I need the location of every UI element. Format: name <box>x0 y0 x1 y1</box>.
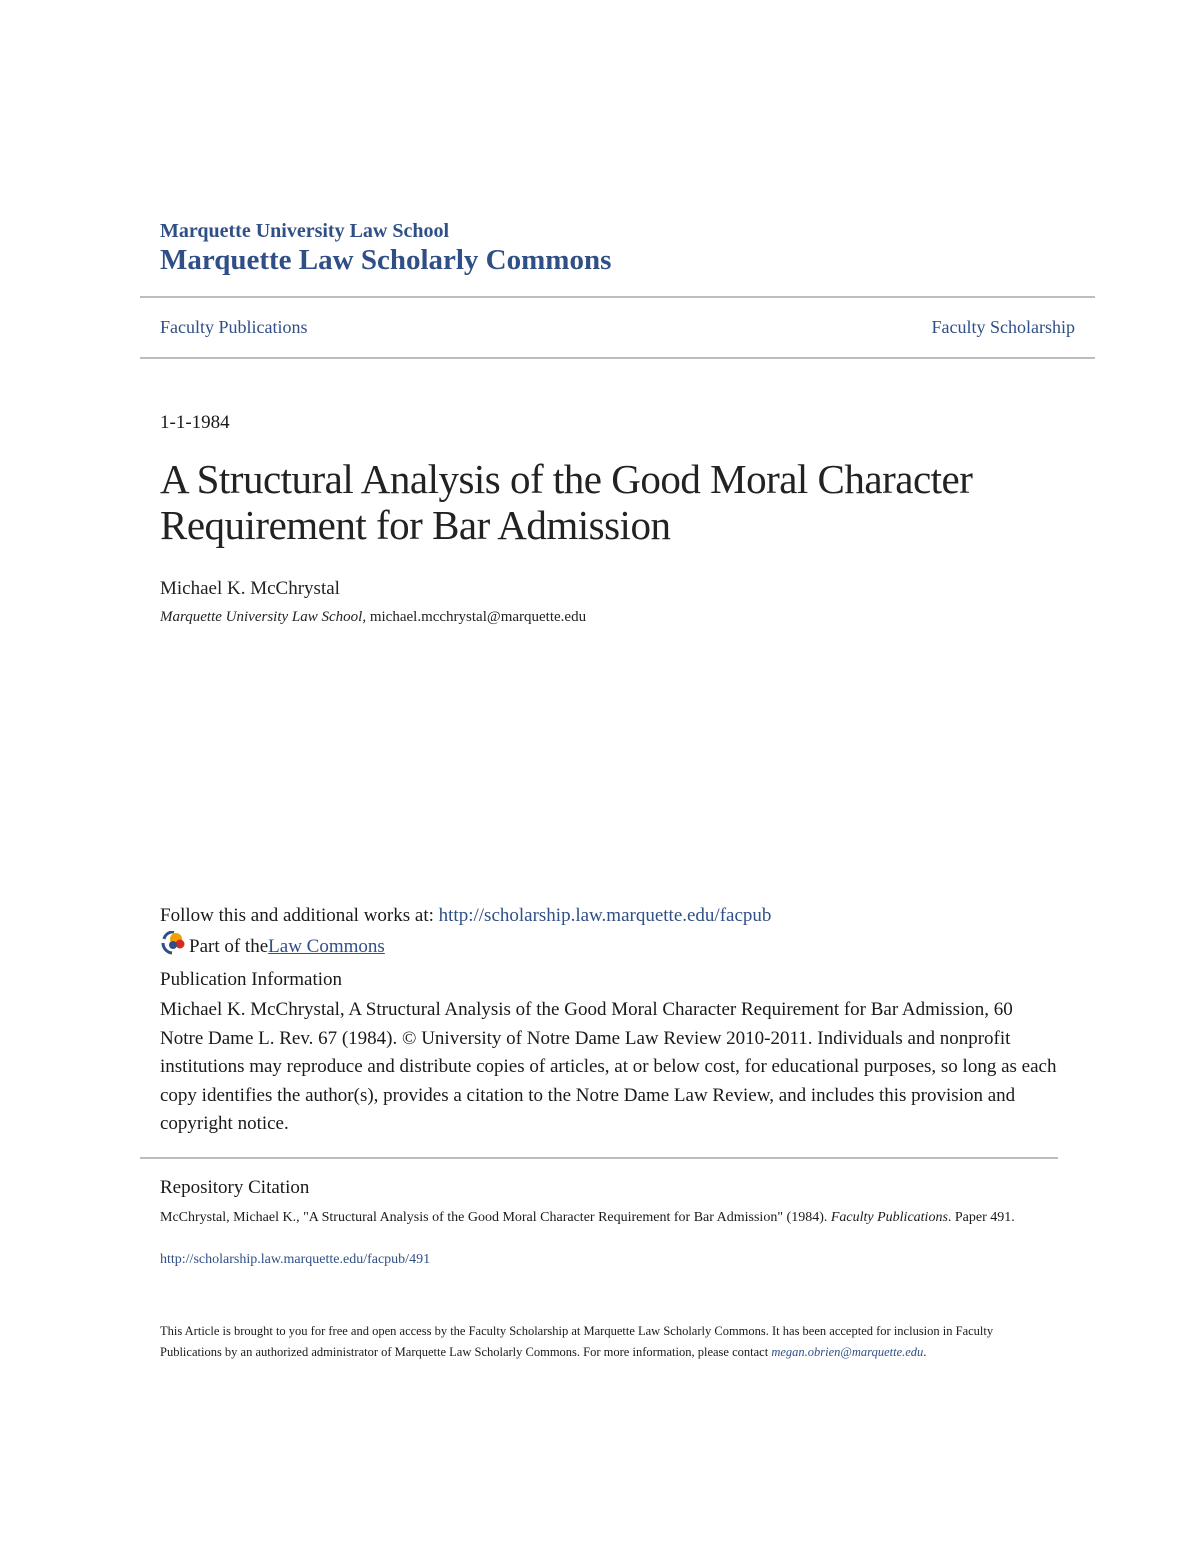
footer-notice <box>160 1321 1020 1363</box>
citation-main: McChrystal, Michael K., "A Structural Analysis of the Good Moral Character Requirement for Bar Admission" (1984). <box>160 1210 831 1225</box>
citation-paper: . Paper 491. <box>947 1210 1015 1225</box>
author-affiliation <box>160 609 586 626</box>
institution-link[interactable]: Marquette University Law School <box>160 220 450 242</box>
citation-divider <box>140 1157 1058 1159</box>
citation-series: Faculty Publications <box>830 1210 948 1225</box>
citation-url-link[interactable]: http://scholarship.law.marquette.edu/facpub/491 <box>160 1252 431 1267</box>
author-name: Michael K. McChrystal <box>160 578 340 599</box>
footer-end: . <box>923 1345 927 1359</box>
article-title: A Structural Analysis of the Good Moral Character Requirement for Bar Admission <box>160 456 973 548</box>
law-commons-link[interactable]: Law Commons <box>268 936 385 957</box>
footer-text: This Article is brought to you for free and open access by the Faculty Scholarship at Marquette Law Scholarly Commons. It has been accepted for inclusion in Faculty Publications by an authorized administrator of Marquette Law Scholarly Commons. For more information, please contact <box>160 1324 994 1359</box>
follow-url-link[interactable]: http://scholarship.law.marquette.edu/facpub <box>438 905 772 926</box>
network-icon <box>160 931 186 955</box>
contact-email-link[interactable]: megan.obrien@marquette.edu <box>771 1345 924 1359</box>
repository-citation-heading: Repository Citation <box>160 1177 310 1198</box>
part-of-line <box>160 936 385 958</box>
follow-line <box>160 905 771 927</box>
top-divider <box>140 296 1095 298</box>
publication-info-heading: Publication Information <box>160 969 343 990</box>
faculty-scholarship-link[interactable]: Faculty Scholarship <box>931 317 1075 337</box>
author-email: , michael.mcchrystal@marquette.edu <box>362 609 587 625</box>
repository-link[interactable]: Marquette Law Scholarly Commons <box>160 244 612 276</box>
nav-divider <box>140 357 1095 359</box>
publication-date: 1-1-1984 <box>160 412 230 433</box>
faculty-publications-link[interactable]: Faculty Publications <box>160 317 308 337</box>
publication-info-text: Michael K. McChrystal, A Structural Analysis of the Good Moral Character Requirement for Bar Admission, 60 Notre Dame L. Rev. 67 (1984). © University of Notre Dame Law Review 2010-2011. Individuals and nonprofit institutions may reproduce and distribute copies of articles, at or below cost, for educational purposes, so long as each copy identifies the author(s), provides a citation to the Notre Dame Law Review, and includes this provision and copyright notice. <box>160 999 1057 1134</box>
repository-citation-text <box>160 1208 1020 1228</box>
affiliation-name: Marquette University Law School <box>160 609 363 625</box>
part-of-label: Part of the <box>189 936 269 957</box>
follow-label: Follow this and additional works at: <box>160 905 439 926</box>
